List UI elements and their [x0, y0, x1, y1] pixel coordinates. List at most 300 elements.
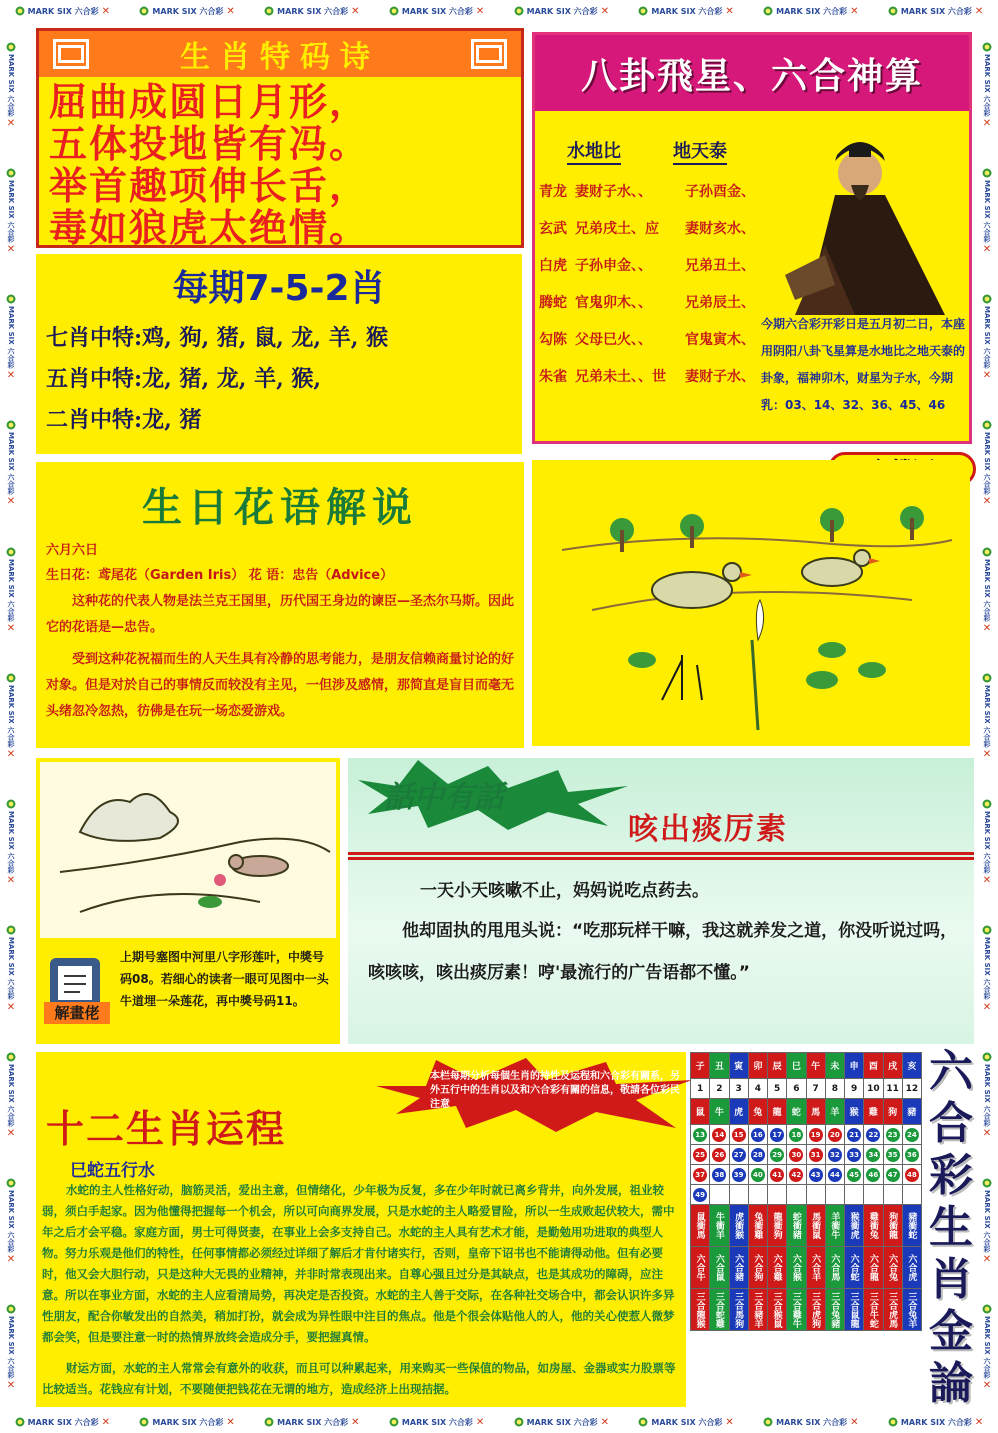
title-char: 彩 — [929, 1150, 973, 1201]
table-cell: 六合豬 — [729, 1247, 748, 1289]
table-cell — [845, 1145, 864, 1165]
brand-text: MARK SIX 六合彩 — [7, 432, 15, 495]
table-cell: 3 — [729, 1079, 748, 1099]
title-char: 論 — [929, 1358, 973, 1409]
cross-icon: ✕ — [6, 243, 16, 255]
frame-brand-unit — [982, 168, 992, 255]
table-cell: 丑 — [710, 1053, 729, 1079]
brand-text: MARK SIX 六合彩 — [983, 558, 991, 621]
brand-text: MARK SIX 六合彩 — [7, 1063, 15, 1126]
riddle-panel — [36, 758, 340, 1044]
gua-cell: 兄弟戌土、应 — [575, 221, 659, 237]
frame-brand-unit — [6, 168, 16, 255]
frame-brand-unit — [6, 925, 16, 1012]
frame-brand-unit — [6, 294, 16, 381]
table-cell: 馬 — [806, 1099, 825, 1125]
flower-icon — [982, 547, 992, 557]
cross-icon: ✕ — [982, 496, 992, 508]
picks-title: 每期7-5-2肖 — [172, 268, 386, 309]
table-cell: 5 — [768, 1079, 787, 1099]
number-ball: 23 — [886, 1128, 900, 1142]
cross-icon: ✕ — [982, 1380, 992, 1392]
brand-text: MARK SIX 六合彩 — [526, 1417, 598, 1427]
table-cell: 三合虎馬 — [883, 1289, 902, 1331]
gua-cell: 腾蛇 — [539, 295, 567, 311]
number-ball: 35 — [886, 1148, 900, 1162]
brand-text: MARK SIX 六合彩 — [7, 684, 15, 748]
table-cell: 卯 — [748, 1053, 767, 1079]
gua-right: 地天泰 — [673, 137, 727, 165]
table-cell — [902, 1185, 921, 1205]
flower-paragraph: 受到这种花祝福而生的人天生具有冷静的思考能力，是朋友信赖商量讨论的好对象。但是对於自己的事情反而较没有主见，一但涉及感情，那简直是盲目而毫无头绪忽冷忽热，彷佛是在玩一场恋爱游戏。 — [46, 652, 515, 719]
cross-icon: ✕ — [982, 875, 992, 887]
gua-cell: 白虎 — [539, 258, 567, 274]
brand-text: MARK SIX 六合彩 — [651, 6, 723, 16]
brand-text: MARK SIX 六合彩 — [983, 306, 991, 369]
flower-icon — [389, 1417, 399, 1427]
frame-brand-unit — [389, 1417, 484, 1428]
gua-cell: 子孙酉金、 — [685, 184, 755, 200]
table-cell — [729, 1125, 748, 1145]
table-cell — [883, 1185, 902, 1205]
brand-text: MARK SIX 六合彩 — [7, 306, 15, 369]
flower-icon — [139, 6, 149, 16]
flower-icon — [6, 673, 16, 683]
flower-info: 生日花：鸢尾花（Garden Iris） 花 语：忠告（Advice） — [46, 568, 394, 583]
poem-line: 毒如狼虎太绝情。 — [49, 205, 370, 250]
frame-brand-unit — [514, 1417, 609, 1428]
buffalo-river-icon — [40, 762, 336, 938]
table-cell: 猴衝虎 — [845, 1205, 864, 1247]
cross-icon: ✕ — [982, 1254, 992, 1266]
table-cell: 六合猴 — [787, 1247, 806, 1289]
brand-text: MARK SIX 六合彩 — [526, 6, 598, 16]
table-cell — [768, 1145, 787, 1165]
brand-text: MARK SIX 六合彩 — [983, 937, 991, 1000]
frame-brand-unit — [6, 547, 16, 634]
table-cell: 羊衝牛 — [825, 1205, 844, 1247]
table-cell: 豬衝蛇 — [902, 1205, 921, 1247]
number-ball: 25 — [693, 1148, 707, 1162]
flower-icon — [888, 6, 898, 16]
table-cell — [710, 1185, 729, 1205]
brand-text: MARK SIX 六合彩 — [983, 684, 991, 748]
brand-text: MARK SIX 六合彩 — [900, 1417, 972, 1427]
gua-cell: 朱雀 — [539, 369, 567, 385]
table-cell — [748, 1145, 767, 1165]
brand-text: MARK SIX 六合彩 — [900, 6, 972, 16]
table-cell — [825, 1185, 844, 1205]
table-cell — [806, 1165, 825, 1185]
title-char: 金 — [929, 1306, 973, 1357]
title-char: 生 — [929, 1202, 973, 1253]
cross-icon: ✕ — [600, 1416, 610, 1428]
gua-row — [539, 218, 775, 255]
poem-line: 五体投地皆有冯。 — [49, 121, 370, 166]
table-row — [691, 1185, 922, 1205]
table-cell: 豬 — [902, 1099, 921, 1125]
brand-text: MARK SIX 六合彩 — [983, 432, 991, 495]
fortune-paragraph: 财运方面，水蛇的主人常常会有意外的收获，而且可以种累起来，用来购买一些保值的物品，如房屋、金器或实力股票等比较适当。花钱应有计划，不要随便把钱花在无谓的地方，造成经济上出现拮据。 — [42, 1361, 676, 1396]
table-cell: 六合狗 — [748, 1247, 767, 1289]
table-cell — [691, 1145, 710, 1165]
frame-brand-unit — [763, 1417, 858, 1428]
number-ball: 49 — [693, 1188, 707, 1202]
cross-icon: ✕ — [982, 622, 992, 634]
cross-icon: ✕ — [982, 1001, 992, 1013]
table-cell — [902, 1125, 921, 1145]
number-ball: 19 — [809, 1128, 823, 1142]
poem-line: 屈曲成圆日月形， — [49, 79, 370, 124]
birthday-flower-panel — [36, 462, 524, 748]
table-cell: 1 — [691, 1079, 710, 1099]
table-cell: 三合龍猴 — [691, 1289, 710, 1331]
table-cell — [787, 1165, 806, 1185]
poem-header — [39, 31, 521, 77]
gua-cell: 妻财子水、、 — [575, 184, 652, 200]
number-ball: 29 — [770, 1148, 784, 1162]
solve-badge-label: 解畫佬 — [44, 1002, 110, 1024]
table-cell — [748, 1125, 767, 1145]
table-cell — [787, 1185, 806, 1205]
table-cell — [768, 1185, 787, 1205]
table-cell: 三合牛蛇 — [864, 1289, 883, 1331]
number-ball: 32 — [828, 1148, 842, 1162]
table-cell: 鼠 — [691, 1099, 710, 1125]
table-cell — [883, 1125, 902, 1145]
cross-icon: ✕ — [850, 1416, 859, 1428]
table-cell: 三合鼠龍 — [845, 1289, 864, 1331]
bagua-note: 今期六合彩开彩日是五月初二日，本座用阴阳八卦飞星算是水地比之地天泰的卦象，福神卯木，财星为子水，今期乳：03、14、32、36、45、46 — [761, 317, 966, 412]
number-ball: 39 — [732, 1168, 746, 1182]
table-cell — [825, 1145, 844, 1165]
table-cell: 6 — [787, 1079, 806, 1099]
table-cell — [710, 1125, 729, 1145]
number-ball: 41 — [770, 1168, 784, 1182]
number-ball: 42 — [789, 1168, 803, 1182]
poem-panel — [36, 28, 524, 248]
table-cell — [691, 1185, 710, 1205]
gua-row — [539, 181, 775, 218]
flower-icon — [982, 673, 992, 683]
table-row — [691, 1099, 922, 1125]
table-cell: 三合兔羊 — [902, 1289, 921, 1331]
table-cell: 三合蛇雞 — [710, 1289, 729, 1331]
table-cell: 六合雞 — [768, 1247, 787, 1289]
table-row — [691, 1247, 922, 1289]
frame-brand-unit — [264, 6, 359, 17]
brand-text: MARK SIX 六合彩 — [7, 179, 15, 242]
table-cell — [787, 1125, 806, 1145]
bagua-title: 八卦飛星、六合神算 — [535, 35, 969, 111]
frame-brand-unit — [763, 6, 858, 17]
table-cell: 子 — [691, 1053, 710, 1079]
flower-icon — [982, 799, 992, 809]
number-ball: 36 — [905, 1148, 919, 1162]
table-cell — [845, 1125, 864, 1145]
cross-icon: ✕ — [226, 1416, 235, 1428]
number-ball: 15 — [732, 1128, 746, 1142]
number-ball: 24 — [905, 1128, 919, 1142]
frame-brand-unit — [982, 420, 992, 507]
table-cell: 三合雞牛 — [787, 1289, 806, 1331]
brand-text: MARK SIX 六合彩 — [983, 1189, 991, 1253]
cross-icon: ✕ — [725, 1416, 734, 1428]
lottery-table-panel — [690, 1052, 922, 1407]
story-title: 咳出痰厉素 — [628, 812, 788, 847]
lottery-vertical-title — [924, 1046, 978, 1410]
table-row — [691, 1205, 922, 1247]
fortune-note: 本栏每期分析每個生肖的持性及运程和六合彩有關系，另外五行中的生肖以及和六合彩有關的信息，敬請各位彩民注意 — [430, 1071, 680, 1110]
brand-text: MARK SIX 六合彩 — [7, 811, 15, 874]
frame-brand-unit — [982, 673, 992, 760]
cross-icon: ✕ — [600, 5, 610, 17]
table-row — [691, 1125, 922, 1145]
cross-icon: ✕ — [982, 749, 992, 761]
table-cell: 六合虎 — [902, 1247, 921, 1289]
frame-brand-unit — [6, 42, 16, 129]
cross-icon: ✕ — [6, 622, 16, 634]
flower-icon — [982, 168, 992, 178]
flower-icon — [6, 1052, 16, 1062]
flower-icon — [763, 1417, 773, 1427]
table-cell: 寅 — [729, 1053, 748, 1079]
flower-icon — [982, 294, 992, 304]
cross-icon: ✕ — [101, 5, 111, 17]
frame-brand-unit — [982, 294, 992, 381]
flower-icon — [982, 42, 992, 52]
ducks-pond-icon — [532, 460, 970, 746]
flower-icon — [982, 420, 992, 430]
frame-brand-unit — [982, 1304, 992, 1391]
number-ball: 44 — [828, 1168, 842, 1182]
number-ball: 46 — [866, 1168, 880, 1182]
brand-text: MARK SIX 六合彩 — [277, 6, 349, 16]
poem-lines — [39, 77, 521, 249]
brand-text: MARK SIX 六合彩 — [27, 6, 99, 16]
flower-icon — [6, 1178, 16, 1188]
cross-icon: ✕ — [974, 5, 984, 17]
table-cell — [825, 1165, 844, 1185]
table-cell: 六合馬 — [825, 1247, 844, 1289]
table-row — [691, 1145, 922, 1165]
table-cell: 三合馬狗 — [729, 1289, 748, 1331]
zodiac-picks-panel — [36, 254, 522, 454]
number-ball: 40 — [751, 1168, 765, 1182]
cross-icon: ✕ — [6, 875, 16, 887]
table-cell: 六合兔 — [883, 1247, 902, 1289]
table-cell — [787, 1145, 806, 1165]
title-char: 六 — [929, 1046, 973, 1097]
riddle-illustration — [40, 762, 336, 938]
number-ball: 13 — [693, 1128, 707, 1142]
table-cell: 戌 — [883, 1053, 902, 1079]
table-cell: 狗 — [883, 1099, 902, 1125]
cross-icon: ✕ — [6, 496, 16, 508]
brand-text: MARK SIX 六合彩 — [983, 811, 991, 874]
table-cell: 兔 — [748, 1099, 767, 1125]
gua-row — [539, 366, 775, 403]
cross-icon: ✕ — [351, 5, 360, 17]
table-cell: 牛衝羊 — [710, 1205, 729, 1247]
gua-cell: 兄弟丑土、 — [685, 258, 755, 274]
table-cell — [845, 1165, 864, 1185]
table-cell: 雞衝兔 — [864, 1205, 883, 1247]
table-cell: 辰 — [768, 1053, 787, 1079]
table-cell: 酉 — [864, 1053, 883, 1079]
pick-row-two: 二肖中特:龙, 猪 — [46, 407, 202, 433]
flower-date: 六月六日 — [46, 543, 99, 558]
table-cell — [864, 1125, 883, 1145]
flower-icon — [264, 6, 274, 16]
gua-cell: 子孙申金、、 — [575, 258, 652, 274]
table-cell: 10 — [864, 1079, 883, 1099]
gua-left: 水地比 — [567, 137, 621, 165]
brand-text: MARK SIX 六合彩 — [983, 53, 991, 116]
flower-icon — [982, 1304, 992, 1314]
table-cell: 虎 — [729, 1099, 748, 1125]
gua-cell: 兄弟辰土、 — [685, 295, 755, 311]
table-cell: 11 — [883, 1079, 902, 1099]
flower-icon — [638, 1417, 648, 1427]
table-cell: 六合龍 — [864, 1247, 883, 1289]
number-ball: 14 — [712, 1128, 726, 1142]
table-cell — [902, 1145, 921, 1165]
table-cell: 亥 — [902, 1053, 921, 1079]
flower-icon — [264, 1417, 274, 1427]
brand-text: MARK SIX 六合彩 — [27, 1417, 99, 1427]
table-cell: 鼠衝馬 — [691, 1205, 710, 1247]
frame-brand-unit — [6, 673, 16, 760]
table-cell: 2 — [710, 1079, 729, 1099]
table-cell: 午 — [806, 1053, 825, 1079]
table-cell — [748, 1165, 767, 1185]
zodiac-fortune-panel — [36, 1052, 686, 1407]
gua-cell: 官鬼卯木、、 — [575, 295, 652, 311]
flower-icon — [638, 6, 648, 16]
story-divider — [348, 852, 974, 864]
number-ball: 27 — [732, 1148, 746, 1162]
number-ball: 31 — [809, 1148, 823, 1162]
brand-text: MARK SIX 六合彩 — [401, 1417, 473, 1427]
frame-right — [976, 22, 998, 1411]
frame-brand-unit — [389, 6, 484, 17]
cross-icon: ✕ — [6, 1127, 16, 1139]
brand-text: MARK SIX 六合彩 — [7, 1316, 15, 1379]
table-row — [691, 1165, 922, 1185]
gua-cell: 父母巳火、、 — [575, 332, 652, 348]
gua-row — [539, 329, 775, 366]
cross-icon: ✕ — [101, 1416, 111, 1428]
flower-icon — [982, 1052, 992, 1062]
frame-brand-unit — [6, 420, 16, 507]
number-ball: 30 — [789, 1148, 803, 1162]
number-ball: 33 — [847, 1148, 861, 1162]
frame-square-icon — [471, 39, 507, 69]
table-cell: 兔衝雞 — [748, 1205, 767, 1247]
table-cell — [864, 1145, 883, 1165]
brand-text: MARK SIX 六合彩 — [152, 6, 224, 16]
number-ball: 47 — [886, 1168, 900, 1182]
cross-icon: ✕ — [475, 1416, 485, 1428]
gua-row — [539, 292, 775, 329]
poem-line: 举首趣项伸长舌， — [49, 163, 370, 208]
brand-text: MARK SIX 六合彩 — [776, 1417, 848, 1427]
gua-cell: 玄武 — [539, 221, 567, 237]
table-cell — [883, 1165, 902, 1185]
brand-text: MARK SIX 六合彩 — [152, 1417, 224, 1427]
cross-icon: ✕ — [6, 1254, 16, 1266]
table-cell — [729, 1185, 748, 1205]
frame-brand-unit — [139, 6, 234, 17]
frame-top — [0, 0, 998, 22]
flower-icon — [763, 6, 773, 16]
gua-rows — [539, 181, 775, 403]
table-cell: 六合蛇 — [845, 1247, 864, 1289]
number-ball: 20 — [828, 1128, 842, 1142]
table-cell — [710, 1165, 729, 1185]
title-char: 肖 — [929, 1254, 973, 1305]
cross-icon: ✕ — [6, 117, 16, 129]
number-ball: 26 — [712, 1148, 726, 1162]
number-ball: 28 — [751, 1148, 765, 1162]
table-cell: 六合羊 — [806, 1247, 825, 1289]
number-ball: 34 — [866, 1148, 880, 1162]
number-ball: 17 — [770, 1128, 784, 1142]
frame-brand-unit — [982, 1052, 992, 1139]
table-cell: 狗衝龍 — [883, 1205, 902, 1247]
brand-text: MARK SIX 六合彩 — [983, 1063, 991, 1126]
table-cell — [691, 1165, 710, 1185]
number-ball: 18 — [789, 1128, 803, 1142]
flower-icon — [6, 547, 16, 557]
number-ball: 16 — [751, 1128, 765, 1142]
number-ball: 45 — [847, 1168, 861, 1182]
flower-icon — [6, 294, 16, 304]
frame-brand-unit — [638, 1417, 733, 1428]
frame-brand-unit — [638, 6, 733, 17]
frame-brand-unit — [982, 547, 992, 634]
table-cell — [729, 1145, 748, 1165]
table-cell: 羊 — [825, 1099, 844, 1125]
bagua-panel — [532, 32, 972, 444]
flower-icon — [6, 42, 16, 52]
table-cell: 六合牛 — [691, 1247, 710, 1289]
table-cell — [864, 1165, 883, 1185]
table-cell: 牛 — [710, 1099, 729, 1125]
cross-icon: ✕ — [351, 1416, 360, 1428]
fortune-title: 十二生肖运程 — [46, 1107, 287, 1151]
cross-icon: ✕ — [6, 1001, 16, 1013]
table-cell — [768, 1165, 787, 1185]
table-cell: 三合虎狗 — [806, 1289, 825, 1331]
cross-icon: ✕ — [982, 370, 992, 382]
cross-icon: ✕ — [725, 5, 734, 17]
brand-text: MARK SIX 六合彩 — [7, 558, 15, 621]
table-cell: 蛇 — [787, 1099, 806, 1125]
table-cell: 申 — [845, 1053, 864, 1079]
table-cell: 龍衝狗 — [768, 1205, 787, 1247]
table-cell — [806, 1185, 825, 1205]
number-ball: 22 — [866, 1128, 880, 1142]
frame-brand-unit — [139, 1417, 234, 1428]
flower-icon — [6, 1304, 16, 1314]
gua-cell: 勾陈 — [539, 332, 567, 348]
frame-brand-unit — [982, 1178, 992, 1265]
frame-brand-unit — [6, 1304, 16, 1391]
story-paragraph: 他却固执的甩甩头说：“吃那玩样干嘛，我这就养发之道，你没听说过吗，咳咳咳，咳出痰厉素！哼'最流行的广告语都不懂。” — [368, 921, 958, 983]
brand-text: MARK SIX 六合彩 — [983, 179, 991, 242]
